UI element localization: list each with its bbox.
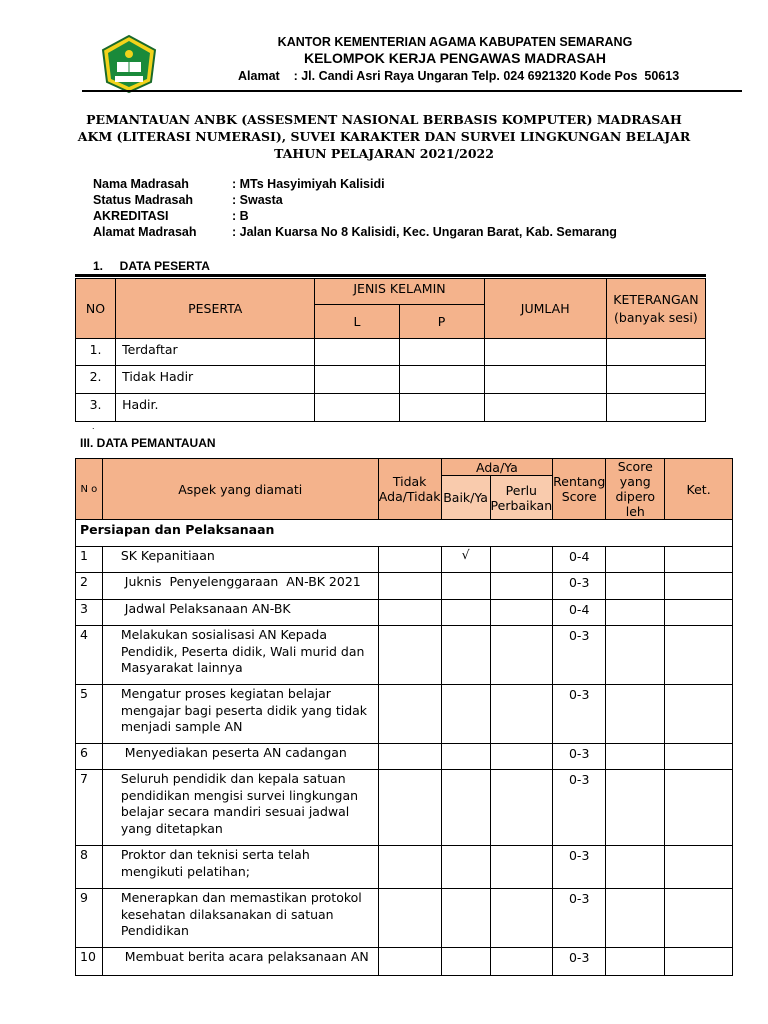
table-row: 2 Juknis Penyelenggaraan AN-BK 2021 0-3 [76, 573, 733, 600]
table-row: 6 Menyediakan peserta AN cadangan 0-3 [76, 744, 733, 770]
table-row: 9 Menerapkan dan memastikan protokol kesehatan dilaksanakan di satuan Pendidikan 0-3 [76, 889, 733, 948]
col-peserta: PESERTA [116, 279, 315, 339]
info-row: Status Madrasah : Swasta [93, 193, 283, 207]
office-address: Alamat : Jl. Candi Asri Raya Ungaran Telp. 024 6921320 Kode Pos 50613 [238, 69, 680, 83]
info-row: AKREDITASI : B [93, 209, 249, 223]
col-ket: Ket. [665, 459, 733, 520]
group-row: Persiapan dan Pelaksanaan [76, 520, 733, 547]
section1-title: 1. DATA PESERTA [93, 259, 210, 273]
checkmark: √ [441, 547, 490, 573]
col-ada-ya: Ada/Ya [441, 459, 552, 476]
letterhead-divider [82, 90, 742, 92]
table-row: 8 Proktor dan teknisi serta telah mengikuti pelatihan; 0-3 [76, 846, 733, 889]
doc-title-line2: AKM (LITERASI NUMERASI), SUVEI KARAKTER DAN SURVEI LINGKUNGAN BELAJAR [77, 129, 691, 144]
office-name: KANTOR KEMENTERIAN AGAMA KABUPATEN SEMARANG [277, 35, 633, 49]
info-row: Alamat Madrasah : Jalan Kuarsa No 8 Kalisidi, Kec. Ungaran Barat, Kab. Semarang [93, 225, 617, 239]
group-name: KELOMPOK KERJA PENGAWAS MADRASAH [303, 50, 607, 66]
col-no: NO [76, 279, 116, 339]
participant-table [75, 278, 706, 422]
table-row: 1 SK Kepanitiaan √ 0-4 [76, 547, 733, 573]
kemenag-logo [97, 34, 161, 94]
table-row: 10 Membuat berita acara pelaksanaan AN 0-3 [76, 948, 733, 976]
table-row: 4 Melakukan sosialisasi AN Kepada Pendidik, Peserta didik, Wali murid dan Masyarakat lainnya 0-3 [76, 626, 733, 685]
col-jenis-kelamin: JENIS KELAMIN [315, 279, 484, 305]
table-row: 7 Seluruh pendidik dan kepala satuan pendidikan mengisi survei lingkungan belajar secara mandiri sesuai jadwal yang ditetapkan 0-3 [76, 770, 733, 846]
col-aspek: Aspek yang diamati [102, 459, 378, 520]
section3-title: III. DATA PEMANTAUAN [80, 436, 216, 450]
col-rentang: Rentang Score [553, 459, 606, 520]
col-tidak: Tidak Ada/Tidak [378, 459, 441, 520]
col-keterangan: KETERANGAN (banyak sesi) [606, 279, 705, 339]
col-l: L [315, 305, 399, 339]
col-no: N o [76, 459, 103, 520]
col-jumlah: JUMLAH [484, 279, 606, 339]
col-score: Score yang diperoleh [606, 459, 665, 520]
doc-title-line1: PEMANTAUAN ANBK (ASSESMENT NASIONAL BERBASIS KOMPUTER) MADRASAH [86, 112, 682, 127]
col-p: P [399, 305, 484, 339]
table-row: 5 Mengatur proses kegiatan belajar mengajar bagi peserta didik yang tidak menjadi sample AN 0-3 [76, 685, 733, 744]
kemenag-logo-icon [97, 34, 161, 94]
section1-rule [75, 274, 706, 277]
table-row: 2. Tidak Hadir [76, 366, 706, 394]
doc-title-line3: TAHUN PELAJARAN 2021/2022 [274, 146, 494, 161]
table-row: 3 Jadwal Pelaksanaan AN-BK 0-4 [76, 600, 733, 626]
col-perlu: Perlu Perbaikan [490, 476, 553, 520]
col-baik: Baik/Ya [441, 476, 490, 520]
info-row: Nama Madrasah : MTs Hasyimiyah Kalisidi [93, 177, 385, 191]
stray-mark: . [92, 421, 95, 431]
table-row: 1. Terdaftar [76, 339, 706, 366]
table-row: 3. Hadir. [76, 394, 706, 422]
monitoring-table [75, 458, 733, 976]
